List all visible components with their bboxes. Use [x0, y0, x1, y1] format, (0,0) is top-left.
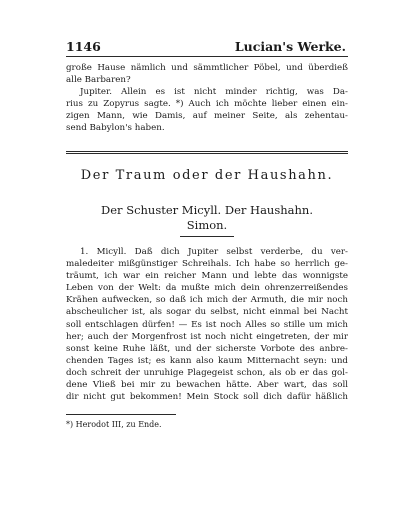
text-line: soll entschlagen dürfen! — Es ist noch Alles so stille um mich — [66, 319, 348, 330]
footnote: *) Herodot III, zu Ende. — [66, 420, 162, 429]
text-line: dene Vließ bei mir zu bewachen hätte. Aber wart, das soll — [66, 380, 348, 391]
text-line: sonst keine Ruhe läßt, und der sicherste Vorbote des anbre- — [66, 343, 348, 354]
text-line: Krähen aufwecken, so daß ich mich der Armuth, die mir noch — [66, 295, 348, 306]
text-line: 1. Micyll. Daß dich Jupiter selbst verderbe, du ver- — [80, 247, 348, 257]
dramatis-personae — [66, 203, 348, 233]
persons-line: Der Schuster Micyll. Der Haushahn. — [101, 203, 313, 217]
text-line: dir nicht gut bekommen! Mein Stock soll dich dafür häßlich — [66, 392, 348, 403]
text-line: rius zu Zopyrus sagte. *) Auch ich möchte lieber einen ein- — [66, 99, 348, 110]
text-line: zigen Mann, wie Damis, auf meiner Seite, als zehentau- — [66, 111, 348, 122]
text-line: abscheulicher ist, als sogar du selbst, nicht einmal bei Nacht — [66, 307, 348, 318]
text-line: Leben von der Welt: da mußte mich dein ohrenzerreißendes — [66, 283, 348, 294]
running-title: Lucian's Werke. — [234, 39, 346, 54]
section-rule — [66, 151, 348, 154]
persons-line: Simon. — [186, 218, 228, 232]
preceding-text — [66, 62, 348, 135]
text-line: alle Barbaren? — [66, 75, 131, 86]
page-number: 1146 — [66, 39, 101, 54]
footnote-rule — [66, 414, 176, 415]
text-line: her; auch der Morgenfrost ist noch nicht eingetreten, der mir — [66, 331, 348, 342]
text-line: maledeiter mißgünstiger Schreihals. Ich habe so herrlich ge- — [66, 259, 348, 270]
dialogue-title: Der Traum oder der Haushahn. — [80, 168, 334, 183]
text-line: große Hause nämlich und sämmtlicher Pöbel, und überdieß — [66, 63, 348, 73]
short-rule — [180, 236, 234, 237]
dialogue-text — [66, 246, 348, 403]
page-header — [66, 39, 346, 54]
text-line: send Babylon's haben. — [66, 123, 165, 134]
text-line: doch schreit der unruhige Plagegeist schon, als ob er das gol- — [66, 367, 348, 378]
text-line: träumt, ich war ein reicher Mann und lebte das wonnigste — [66, 271, 348, 282]
text-line: chenden Tages ist; es kann also kaum Mitternacht seyn: und — [66, 355, 348, 366]
text-line: Jupiter. Allein es ist nicht minder richtig, was Da- — [80, 87, 348, 98]
header-rule — [66, 56, 348, 57]
